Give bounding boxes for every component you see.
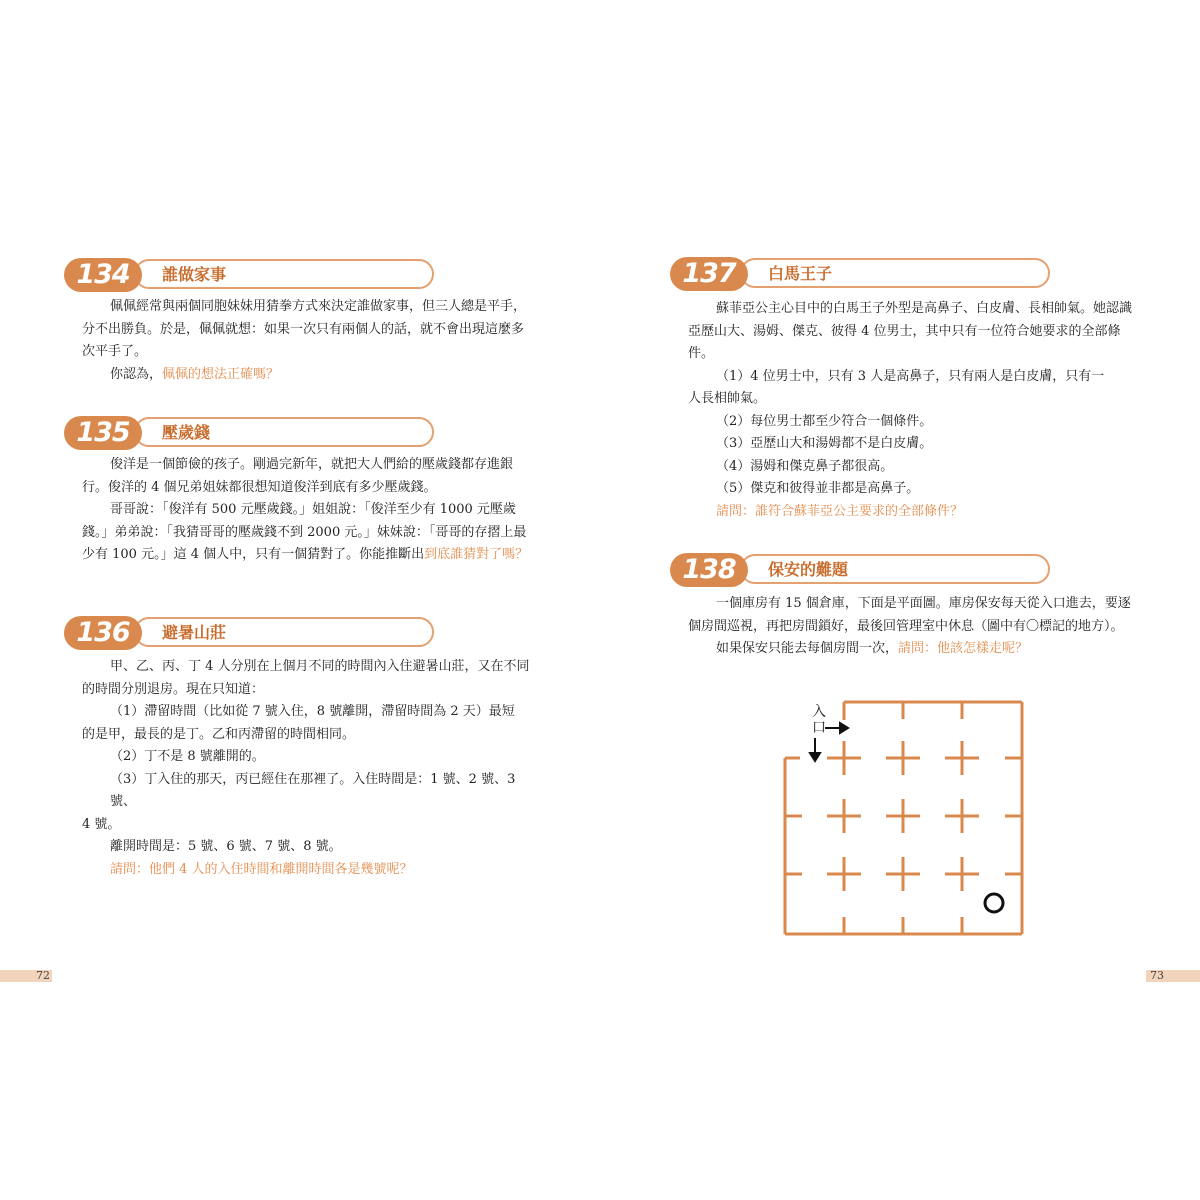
condition: （1）滯留時間（比如從 7 號入住，8 號離開，滯留時間為 2 天）最短: [110, 704, 515, 719]
question-line: [82, 364, 534, 387]
ask-prefix: 你認為，: [110, 366, 163, 382]
puzzle-title: 白馬王子: [768, 264, 833, 283]
paragraph: 甲、乙、丙、丁 4 人分別在上個月不同的時間內入住避暑山莊，又在不同的時間分別退房。現在只知道：: [82, 659, 530, 697]
puzzle-138: [670, 553, 1140, 661]
puzzle-body: [82, 656, 534, 881]
question: 請問：他們 4 人的入住時間和離開時間各是幾號呢？: [110, 861, 413, 877]
puzzle-header: [670, 553, 1140, 589]
puzzle-title: 保安的難題: [768, 560, 849, 579]
condition: （2）丁不是 8 號離開的。: [110, 749, 265, 764]
condition: （2）每位男士都至少符合一個條件。: [716, 413, 933, 429]
puzzle-body: [688, 593, 1140, 661]
condition: （3）亞歷山大和湯姆都不是白皮膚。: [716, 436, 933, 451]
question: 佩佩的想法正確嗎？: [162, 366, 280, 382]
page-footer-right: [1146, 970, 1200, 982]
puzzle-136: [64, 616, 534, 881]
paragraph: 離開時間是：5 號、6 號、7 號、8 號。: [110, 839, 342, 854]
puzzle-header: [670, 257, 1140, 293]
condition-cont: 人長相帥氣。: [688, 391, 767, 406]
office-circle-icon: [985, 894, 1003, 912]
question-line: [688, 638, 1140, 661]
question: 請問：他該怎樣走呢？: [898, 641, 1029, 656]
arrow-down-head-icon: [810, 753, 820, 761]
condition-cont: 的是甲，最長的是丁。乙和丙滯留的時間相同。: [82, 726, 356, 742]
puzzle-title: 避暑山莊: [162, 623, 227, 642]
entrance-label-2: 口: [812, 720, 826, 736]
puzzle-137: [670, 257, 1140, 523]
arrow-right-head-icon: [840, 723, 848, 733]
warehouse-floor-plan: [770, 690, 1040, 950]
condition-cont: 4 號。: [82, 816, 121, 832]
puzzle-number: 136: [64, 616, 142, 650]
interior-crosses: [827, 741, 979, 891]
page-footer-left: [0, 970, 52, 982]
paragraph: [82, 499, 534, 567]
puzzle-number: 137: [670, 257, 748, 291]
puzzle-134: [64, 258, 534, 386]
entrance-label-1: 入: [812, 704, 826, 720]
puzzle-header: [64, 616, 534, 652]
page-number: 72: [36, 969, 50, 982]
condition: （1）4 位男士中，只有 3 人是高鼻子，只有兩人是白皮膚，只有一: [716, 368, 1105, 384]
puzzle-number: 134: [64, 258, 142, 292]
puzzle-header: [64, 416, 534, 452]
question: 請問：誰符合蘇菲亞公主要求的全部條件？: [716, 503, 964, 519]
paragraph-text: 如果保安只能去每個房間一次，: [716, 641, 899, 656]
paragraph: 俊洋是一個節儉的孩子。剛過完新年，就把大人們給的壓歲錢都存進銀行。俊洋的 4 個兄弟姐妹都很想知道俊洋到底有多少壓歲錢。: [82, 457, 514, 495]
puzzle-body: [82, 296, 534, 386]
puzzle-title: 誰做家事: [162, 265, 227, 284]
condition: （3）丁入住的那天，丙已經住在那裡了。入住時間是：1 號、2 號、3 號、: [110, 771, 516, 809]
puzzle-number: 135: [64, 416, 142, 450]
condition: （4）湯姆和傑克鼻子都很高。: [716, 458, 894, 474]
puzzle-number: 138: [670, 553, 748, 587]
paragraph: 蘇菲亞公主心目中的白馬王子外型是高鼻子、白皮膚、長相帥氣。她認識亞歷山大、湯姆、傑克、彼得 4 位男士，其中只有一位符合她要求的全部條件。: [688, 301, 1133, 361]
paragraph: 一個庫房有 15 個倉庫，下面是平面圖。庫房保安每天從入口進去，要逐個房間巡視，再把房間鎖好，最後回管理室中休息（圖中有〇標記的地方）。: [688, 596, 1131, 634]
paragraph: 佩佩經常與兩個同胞妹妹用猜拳方式來決定誰做家事，但三人總是平手，分不出勝負。於是，佩佩就想：如果一次只有兩個人的話，就不會出現這麼多次平手了。: [82, 299, 527, 359]
puzzle-header: [64, 258, 534, 294]
question: 到底誰猜對了嗎？: [424, 547, 529, 562]
puzzle-body: [82, 454, 534, 567]
paragraph-text: 哥哥說：「俊洋有 500 元壓歲錢。」姐姐說：「俊洋至少有 1000 元壓歲錢。」弟弟說：「我猜哥哥的壓歲錢不到 2000 元。」妹妹說：「哥哥的存摺上最少有 100 元。」這 4 個人中，只有一個猜對了。你能推斷出: [82, 502, 527, 562]
puzzle-body: [688, 298, 1140, 523]
puzzle-title: 壓歲錢: [162, 423, 211, 442]
page-number: 73: [1150, 969, 1164, 982]
condition: （5）傑克和彼得並非都是高鼻子。: [716, 481, 920, 496]
puzzle-135: [64, 416, 534, 567]
